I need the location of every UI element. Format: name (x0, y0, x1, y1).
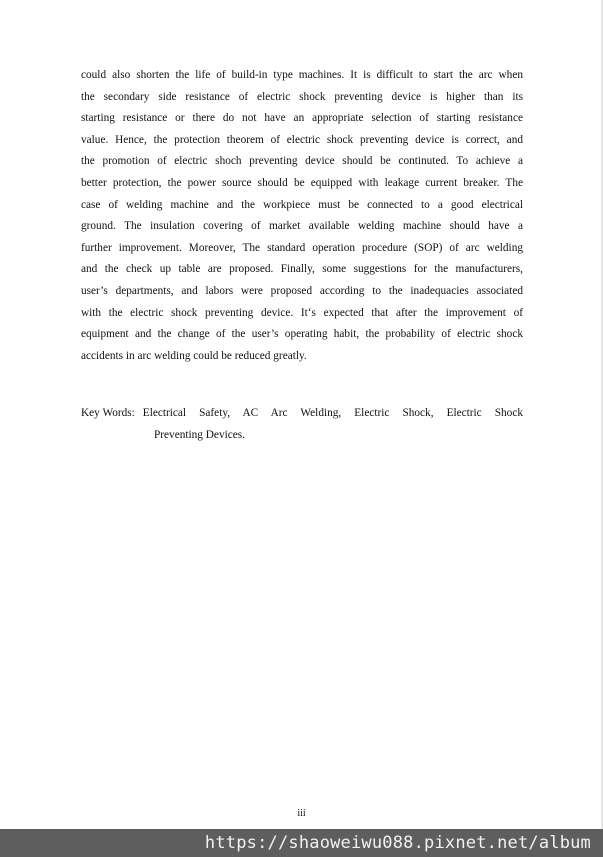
abstract-line: accidents in arc welding could be reduced greatly. (81, 349, 307, 362)
abstract-line: equipment and the change of the user’s operating habit, the probability of electric shock (81, 328, 523, 341)
abstract-line: value. Hence, the protection theorem of electric shock preventing device is correct, and (81, 133, 523, 146)
abstract-line: and the check up table are proposed. Finally, some suggestions for the manufacturers, (81, 263, 523, 276)
abstract-line: better protection, the power source should be equipped with leakage current breaker. The (81, 176, 523, 189)
abstract-line: could also shorten the life of build-in type machines. It is difficult to start the arc when (81, 69, 523, 81)
abstract-line: ground. The insulation covering of market available welding machine should have a (81, 220, 523, 233)
keywords-row (81, 402, 523, 424)
abstract-line: further improvement. Moreover, The standard operation procedure (SOP) of arc welding (81, 241, 523, 254)
abstract-paragraph (81, 65, 523, 367)
abstract-line: case of welding machine and the workpiece must be connected to a good electrical (81, 198, 523, 211)
keywords-list-line-1: Electrical Safety, AC Arc Welding, Electric Shock, Electric Shock (142, 407, 523, 419)
abstract-line: starting resistance or there do not have an appropriate selection of starting resistance (81, 112, 523, 125)
keywords-list-line-2: Preventing Devices. (154, 429, 245, 441)
abstract-line: with the electric shock preventing device. It‘s expected that after the improvement of (81, 306, 523, 319)
abstract-line: the secondary side resistance of electric shock preventing device is higher than its (81, 90, 523, 103)
keywords-label: Key Words: (81, 407, 135, 419)
watermark-bar (0, 829, 603, 857)
abstract-line: user’s departments, and labors were proposed according to the inadequacies associated (81, 284, 523, 297)
keywords-block (81, 402, 523, 446)
page-number: iii (297, 808, 306, 819)
abstract-line: the promotion of electric shoch preventing device should be continuted. To achieve a (81, 155, 523, 168)
watermark-url: https://shaoweiwu088.pixnet.net/album (204, 833, 591, 853)
